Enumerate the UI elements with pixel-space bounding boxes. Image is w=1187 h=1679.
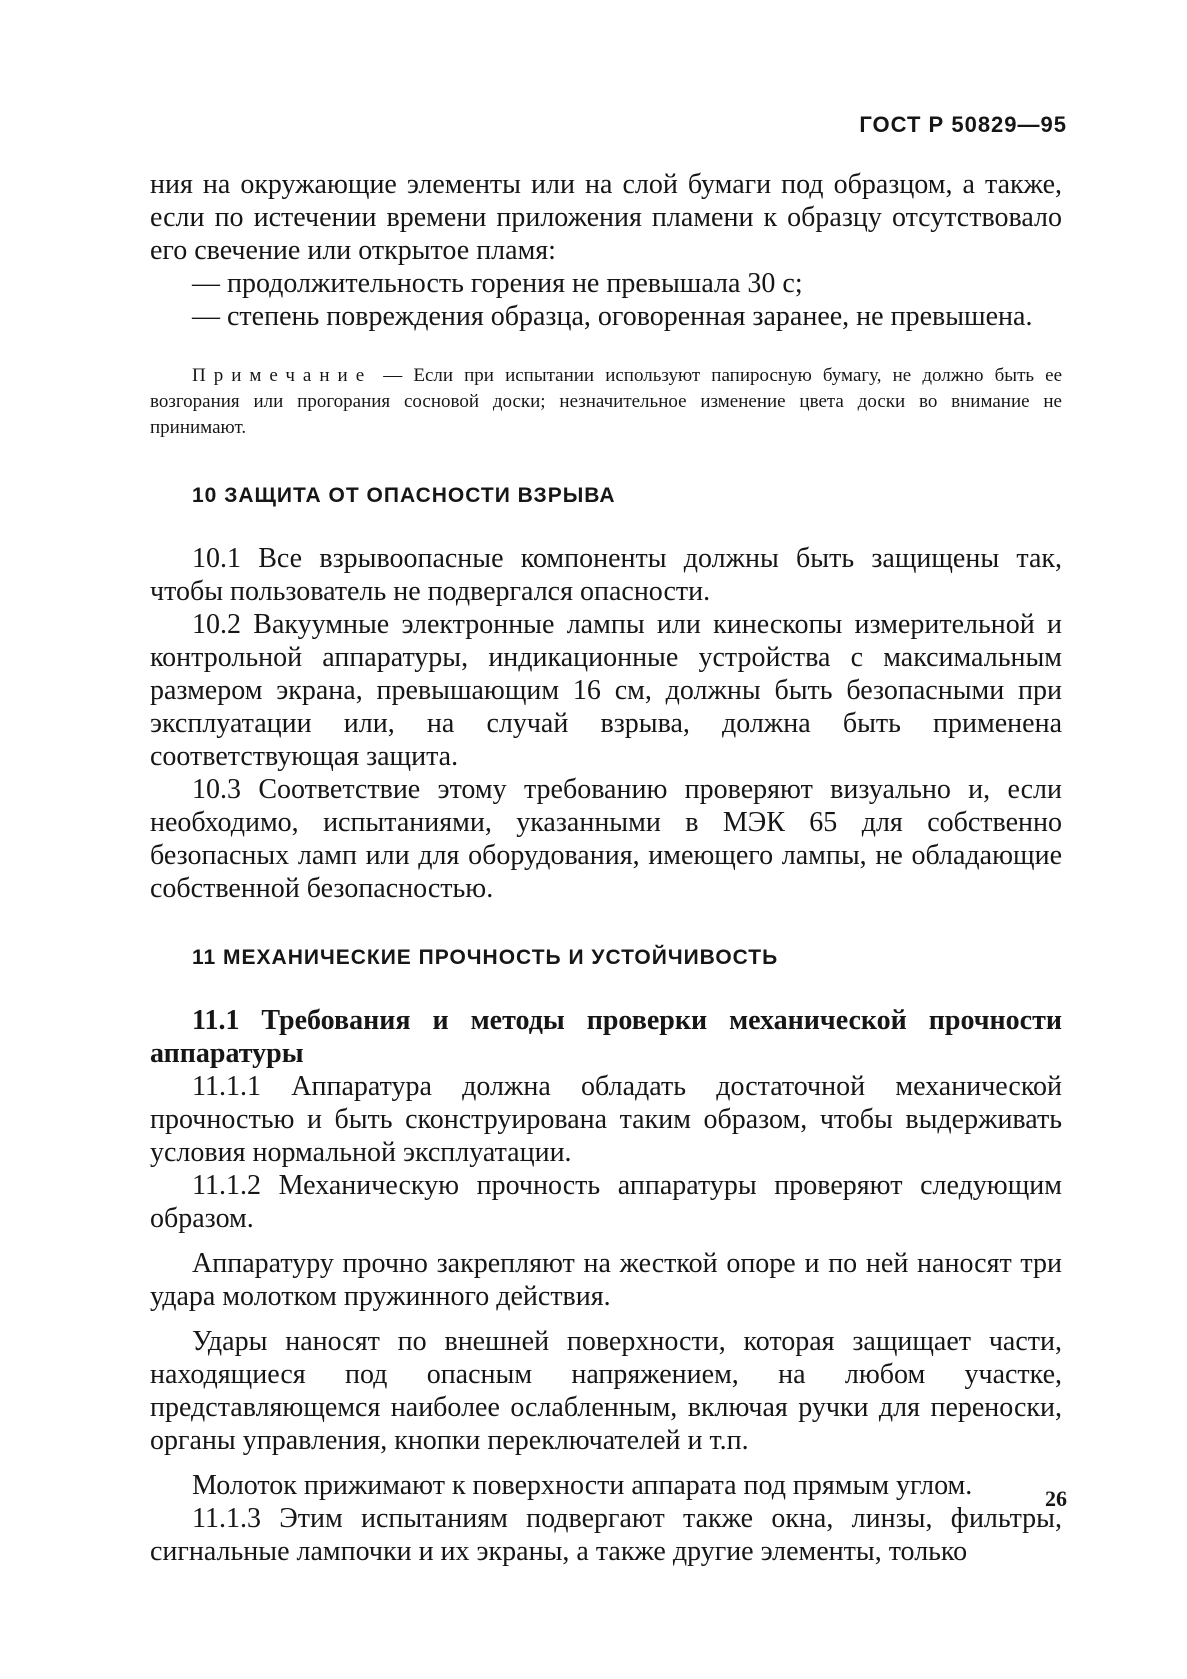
dash-item-duration: — продолжительность горения не превышала 30 с; (192, 268, 803, 299)
page-content (150, 168, 1062, 1568)
dash-item-damage: — степень повреждения образца, оговоренная заранее, не превышена. (192, 301, 1033, 332)
paragraph-fixing: Аппаратуру прочно закрепляют на жесткой опоре и по ней наносят три удара молотком пружинного действия. (150, 1248, 1062, 1312)
paragraph-hammer: Молоток прижимают к поверхности аппарата под прямым углом. (192, 1470, 973, 1501)
note-text: — Если при испытании используют папиросную бумагу, не должно быть ее возгорания или прогорания сосновой доски; незначительное изменение цвета доски во внимание не принимают. (150, 365, 1062, 438)
paragraph-10-2: 10.2 Вакуумные электронные лампы или кинескопы измерительной и контрольной аппаратуры, индикационные устройства с максимальным размером экрана, превышающим 16 см, должны быть безопасными при эксплуатации или, на случай взрыва, должна быть применена соответствующая защита. (150, 609, 1062, 772)
note-label: Примечание (192, 365, 373, 386)
section-10-title: 10 ЗАЩИТА ОТ ОПАСНОСТИ ВЗРЫВА (192, 484, 616, 507)
paragraph-11-1: 11.1 Требования и методы проверки механической прочности аппаратуры (150, 1005, 1062, 1069)
section-11-title: 11 МЕХАНИЧЕСКИЕ ПРОЧНОСТЬ И УСТОЙЧИВОСТЬ (192, 946, 779, 969)
document-header: ГОСТ Р 50829—95 (859, 112, 1067, 137)
paragraph-11-1-2: 11.1.2 Механическую прочность аппаратуры проверяют следующим образом. (150, 1170, 1062, 1234)
paragraph-10-3: 10.3 Соответствие этому требованию проверяют визуально и, если необходимо, испытаниями, указанными в МЭК 65 для собственно безопасных ламп или для оборудования, имеющего лампы, не обладающие собственной безопасностью. (150, 774, 1062, 904)
paragraph-11-1-1: 11.1.1 Аппаратура должна обладать достаточной механической прочностью и быть сконструирована таким образом, чтобы выдерживать условия нормальной эксплуатации. (150, 1071, 1062, 1168)
note (150, 363, 1062, 441)
paragraph-10-1: 10.1 Все взрывоопасные компоненты должны быть защищены так, чтобы пользователь не подвергался опасности. (150, 543, 1062, 607)
paragraph-11-1-3: 11.1.3 Этим испытаниям подвергают также окна, линзы, фильтры, сигнальные лампочки и их экраны, а также другие элементы, только (150, 1503, 1062, 1567)
paragraph-continued: ния на окружающие элементы или на слой бумаги под образцом, а также, если по истечении времени приложения пламени к образцу отсутствовало его свечение или открытое пламя: (150, 169, 1062, 266)
page-number: 26 (1045, 1486, 1067, 1511)
paragraph-hits: Удары наносят по внешней поверхности, которая защищает части, находящиеся под опасным напряжением, на любом участке, представляющемся наиболее ослабленным, включая ручки для переноски, органы управления, кнопки переключателей и т.п. (150, 1326, 1062, 1456)
